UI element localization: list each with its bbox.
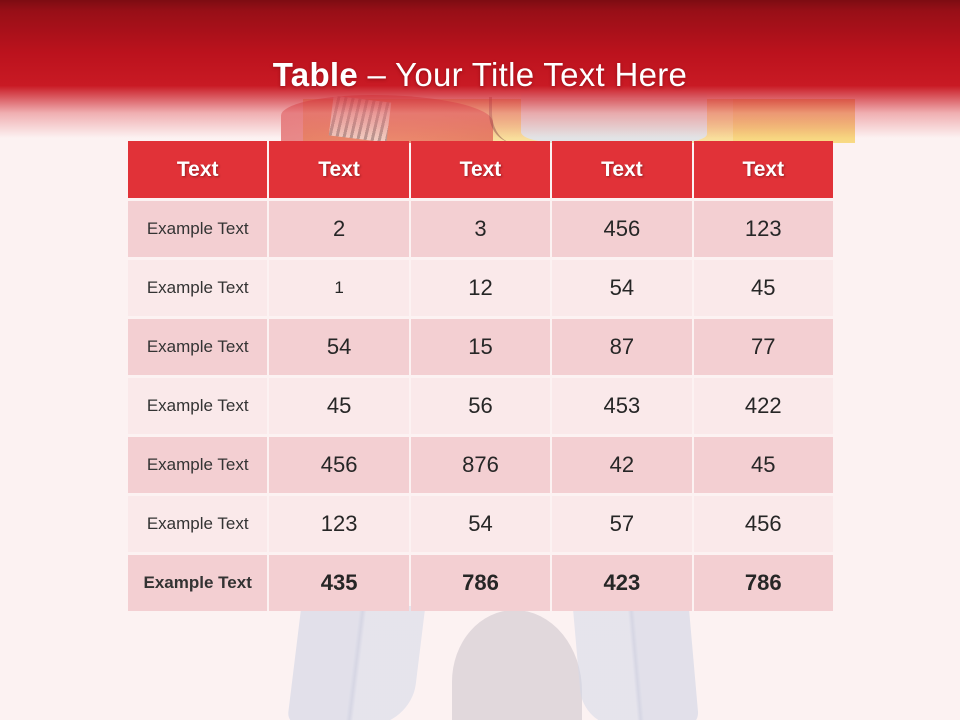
cell-value: 786 bbox=[411, 555, 550, 611]
cell-value: 456 bbox=[552, 201, 691, 257]
cell-value: 423 bbox=[552, 555, 691, 611]
cell-value: 2 bbox=[269, 201, 408, 257]
slide-table bbox=[128, 141, 833, 611]
cell-value: 422 bbox=[694, 378, 833, 434]
cell-value: 57 bbox=[552, 496, 691, 552]
column-header: Text bbox=[411, 141, 550, 198]
cell-value: 12 bbox=[411, 260, 550, 316]
row-label: Example Text bbox=[128, 555, 267, 611]
cell-value: 45 bbox=[694, 437, 833, 493]
row-label: Example Text bbox=[128, 496, 267, 552]
column-header: Text bbox=[694, 141, 833, 198]
background-gray-leg bbox=[452, 610, 582, 720]
slide-title-secondary: – Your Title Text Here bbox=[367, 56, 688, 93]
cell-value: 3 bbox=[411, 201, 550, 257]
row-label: Example Text bbox=[128, 260, 267, 316]
cell-value: 876 bbox=[411, 437, 550, 493]
cell-value: 54 bbox=[269, 319, 408, 375]
cell-value: 456 bbox=[269, 437, 408, 493]
title-banner bbox=[0, 0, 960, 138]
cell-value: 786 bbox=[694, 555, 833, 611]
cell-value: 1 bbox=[269, 260, 408, 316]
background-jeans-leg-right bbox=[573, 606, 699, 720]
column-header: Text bbox=[128, 141, 267, 198]
cell-value: 87 bbox=[552, 319, 691, 375]
cell-value: 435 bbox=[269, 555, 408, 611]
row-label: Example Text bbox=[128, 319, 267, 375]
cell-value: 54 bbox=[411, 496, 550, 552]
cell-value: 45 bbox=[269, 378, 408, 434]
cell-value: 45 bbox=[694, 260, 833, 316]
cell-value: 123 bbox=[269, 496, 408, 552]
cell-value: 56 bbox=[411, 378, 550, 434]
row-label: Example Text bbox=[128, 201, 267, 257]
column-header: Text bbox=[269, 141, 408, 198]
background-jeans-leg-left bbox=[287, 606, 426, 720]
cell-value: 42 bbox=[552, 437, 691, 493]
cell-value: 456 bbox=[694, 496, 833, 552]
cell-value: 453 bbox=[552, 378, 691, 434]
cell-value: 54 bbox=[552, 260, 691, 316]
cell-value: 15 bbox=[411, 319, 550, 375]
cell-value: 123 bbox=[694, 201, 833, 257]
row-label: Example Text bbox=[128, 378, 267, 434]
row-label: Example Text bbox=[128, 437, 267, 493]
column-header: Text bbox=[552, 141, 691, 198]
slide-title bbox=[0, 56, 960, 94]
cell-value: 77 bbox=[694, 319, 833, 375]
slide-title-primary: Table bbox=[272, 56, 359, 93]
